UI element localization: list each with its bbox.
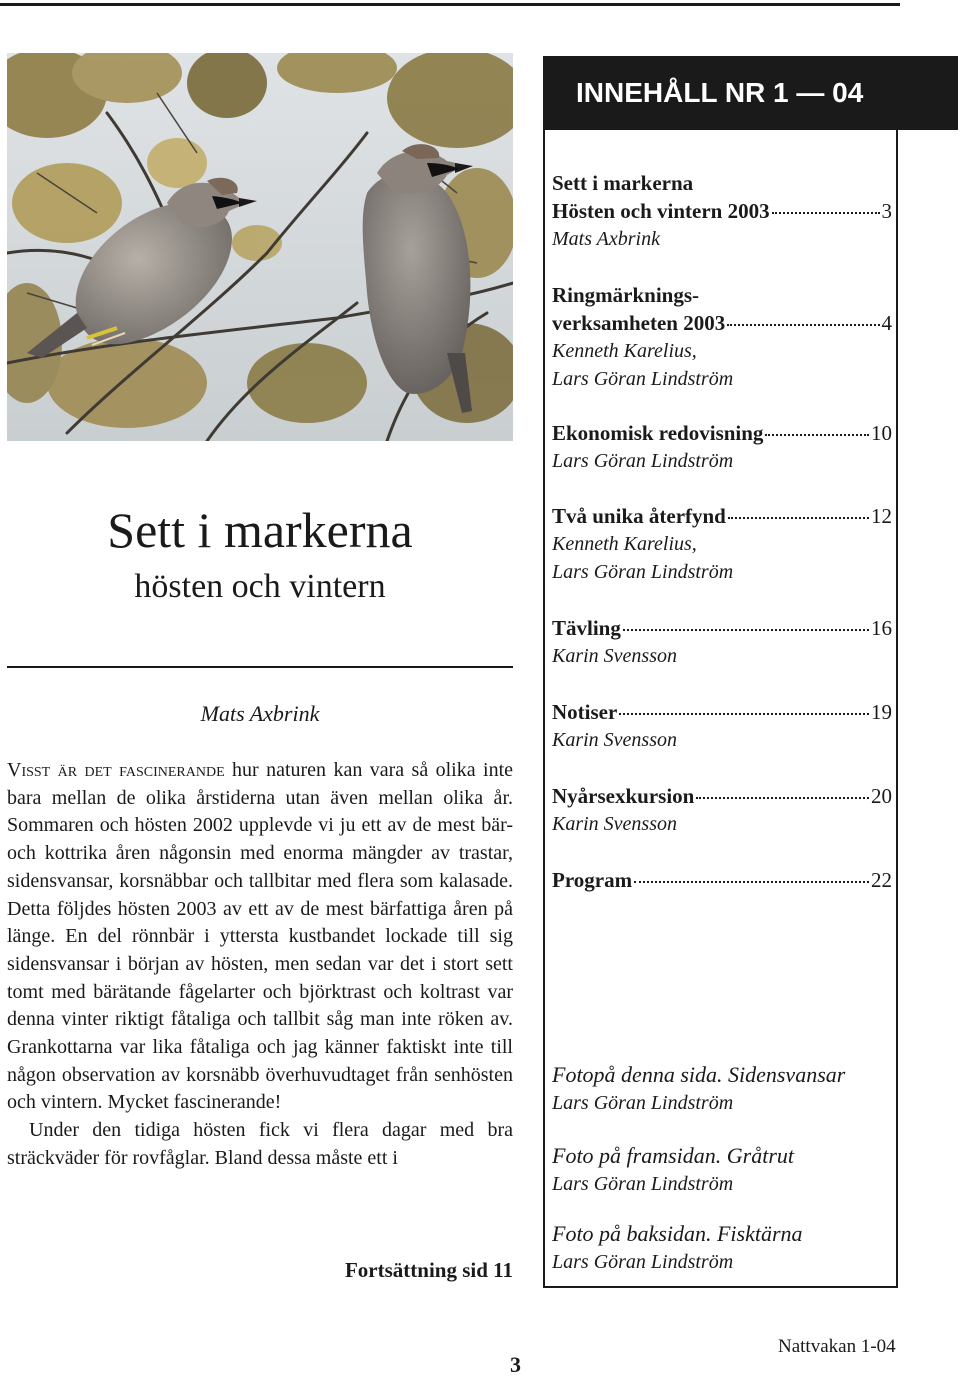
toc-page-number: 22 bbox=[871, 868, 892, 892]
dot-leader bbox=[634, 881, 869, 883]
contents-header: INNEHÅLL NR 1 — 04 bbox=[543, 56, 958, 130]
dot-leader bbox=[765, 434, 869, 436]
toc-entry-row bbox=[552, 698, 892, 726]
toc-page-number: 10 bbox=[871, 421, 892, 445]
toc-entry-row bbox=[552, 419, 892, 447]
photo-caption bbox=[552, 1220, 892, 1276]
waxwings-photo bbox=[7, 53, 513, 441]
toc-page-number: 16 bbox=[871, 616, 892, 640]
toc-entry-title: Program bbox=[552, 868, 633, 892]
continuation-note: Fortsättning sid 11 bbox=[344, 1258, 513, 1282]
article-paragraph bbox=[7, 757, 513, 1117]
toc-entry bbox=[552, 782, 892, 838]
toc-page-number: 19 bbox=[871, 700, 892, 724]
toc-entry-author: Karin Svensson bbox=[552, 813, 677, 835]
photo-caption-credit: Lars Göran Lindström bbox=[552, 1092, 734, 1114]
toc-entry-author: Kenneth Karelius, bbox=[552, 533, 697, 555]
photo-caption-title: Foto på baksidan. Fisktärna bbox=[552, 1221, 803, 1246]
dot-leader bbox=[696, 797, 869, 799]
toc-entry bbox=[552, 419, 892, 475]
dot-leader bbox=[619, 713, 869, 715]
toc-entry-author: Lars Göran Lindström bbox=[552, 368, 734, 390]
toc-entry bbox=[552, 169, 892, 253]
dot-leader bbox=[623, 629, 869, 631]
toc-entry-author: Karin Svensson bbox=[552, 729, 677, 751]
toc-entry-title: Nyårsexkursion bbox=[552, 784, 695, 808]
article-body bbox=[7, 757, 513, 1173]
toc-entry-author: Karin Svensson bbox=[552, 645, 677, 667]
photo-caption bbox=[552, 1142, 892, 1198]
toc-page-number: 12 bbox=[871, 504, 892, 528]
toc-entry-row bbox=[552, 197, 892, 225]
toc-entry bbox=[552, 502, 892, 586]
toc-entry-row bbox=[552, 614, 892, 642]
photo-caption-credit: Lars Göran Lindström bbox=[552, 1251, 734, 1273]
toc-entry-title: Hösten och vintern 2003 bbox=[552, 199, 770, 223]
toc-page-number: 4 bbox=[881, 311, 892, 335]
toc-page-number: 3 bbox=[881, 199, 892, 223]
article-title: Sett i markerna bbox=[107, 502, 413, 558]
photo-caption-title: Foto på framsidan. Gråtrut bbox=[552, 1143, 795, 1168]
toc-entry-row bbox=[552, 309, 892, 337]
toc-entry bbox=[552, 866, 892, 894]
toc-entry-row bbox=[552, 782, 892, 810]
toc-entry-author: Lars Göran Lindström bbox=[552, 561, 734, 583]
toc-entry-author: Kenneth Karelius, bbox=[552, 340, 697, 362]
article-subtitle: hösten och vintern bbox=[134, 568, 386, 605]
top-rule bbox=[0, 3, 900, 6]
toc-page-number: 20 bbox=[871, 784, 892, 808]
title-divider bbox=[7, 666, 513, 668]
paragraph-text: hur naturen kan vara så olika inte bara mellan de olika årstiderna utan även mellan olika år. Sommaren och hösten 2002 upplevde vi ju ett av de mest bär- och kottrika åren någonsin med enorma mängder av trastar, sidensvansar, korsnäbbar och tallbitar med flera som kalasade. Detta följdes hösten 2003 av ett av de mest bärfattiga åren på länge. En del rönnbär i yttersta kustbandet lockade till sig sidensvansar i början av hösten, men sedan var det i stort sett tomt med bärätande fågelarter och björktrast och koltrast var denna vinter riktigt fåtaliga och tallbit såg man inte röken av. Grankottarna var lika fåtaliga och jag känner faktiskt inte till någon observation av korsnäbb överhuvudtaget från senhösten och vintern. Mycket fascinerande! bbox=[7, 759, 513, 1114]
toc-entry-title: Två unika återfynd bbox=[552, 504, 726, 528]
toc-entry bbox=[552, 698, 892, 754]
dot-leader bbox=[772, 212, 880, 214]
toc-entry-author: Lars Göran Lindström bbox=[552, 450, 734, 472]
toc-entry bbox=[552, 281, 892, 393]
toc-entry bbox=[552, 614, 892, 670]
toc-entry-author: Mats Axbrink bbox=[552, 228, 660, 250]
toc-entry-title: Tävling bbox=[552, 616, 621, 640]
toc-entry-row bbox=[552, 866, 892, 894]
dot-leader bbox=[727, 324, 879, 326]
lead-in: Visst är det fascinerande bbox=[7, 759, 225, 781]
article-author: Mats Axbrink bbox=[200, 701, 320, 726]
toc-entry-title: Sett i markerna bbox=[552, 171, 694, 195]
toc-entry-title: Ringmärknings- bbox=[552, 283, 700, 307]
toc-entry-row bbox=[552, 502, 892, 530]
photo-caption-credit: Lars Göran Lindström bbox=[552, 1173, 734, 1195]
page-number: 3 bbox=[510, 1352, 521, 1377]
toc-entry-title: Notiser bbox=[552, 700, 618, 724]
dot-leader bbox=[728, 517, 869, 519]
toc-entry-title: verksamheten 2003 bbox=[552, 311, 726, 335]
toc-entry-title: Ekonomisk redovisning bbox=[552, 421, 764, 445]
photo-caption bbox=[552, 1061, 892, 1117]
issue-label: Nattvakan 1-04 bbox=[778, 1336, 896, 1357]
article-paragraph: Under den tidiga hösten fick vi flera dagar med bra sträckväder för rovfåglar. Bland dessa måste ett i bbox=[7, 1119, 513, 1169]
photo-caption-title: Fotopå denna sida. Sidensvansar bbox=[552, 1062, 846, 1087]
